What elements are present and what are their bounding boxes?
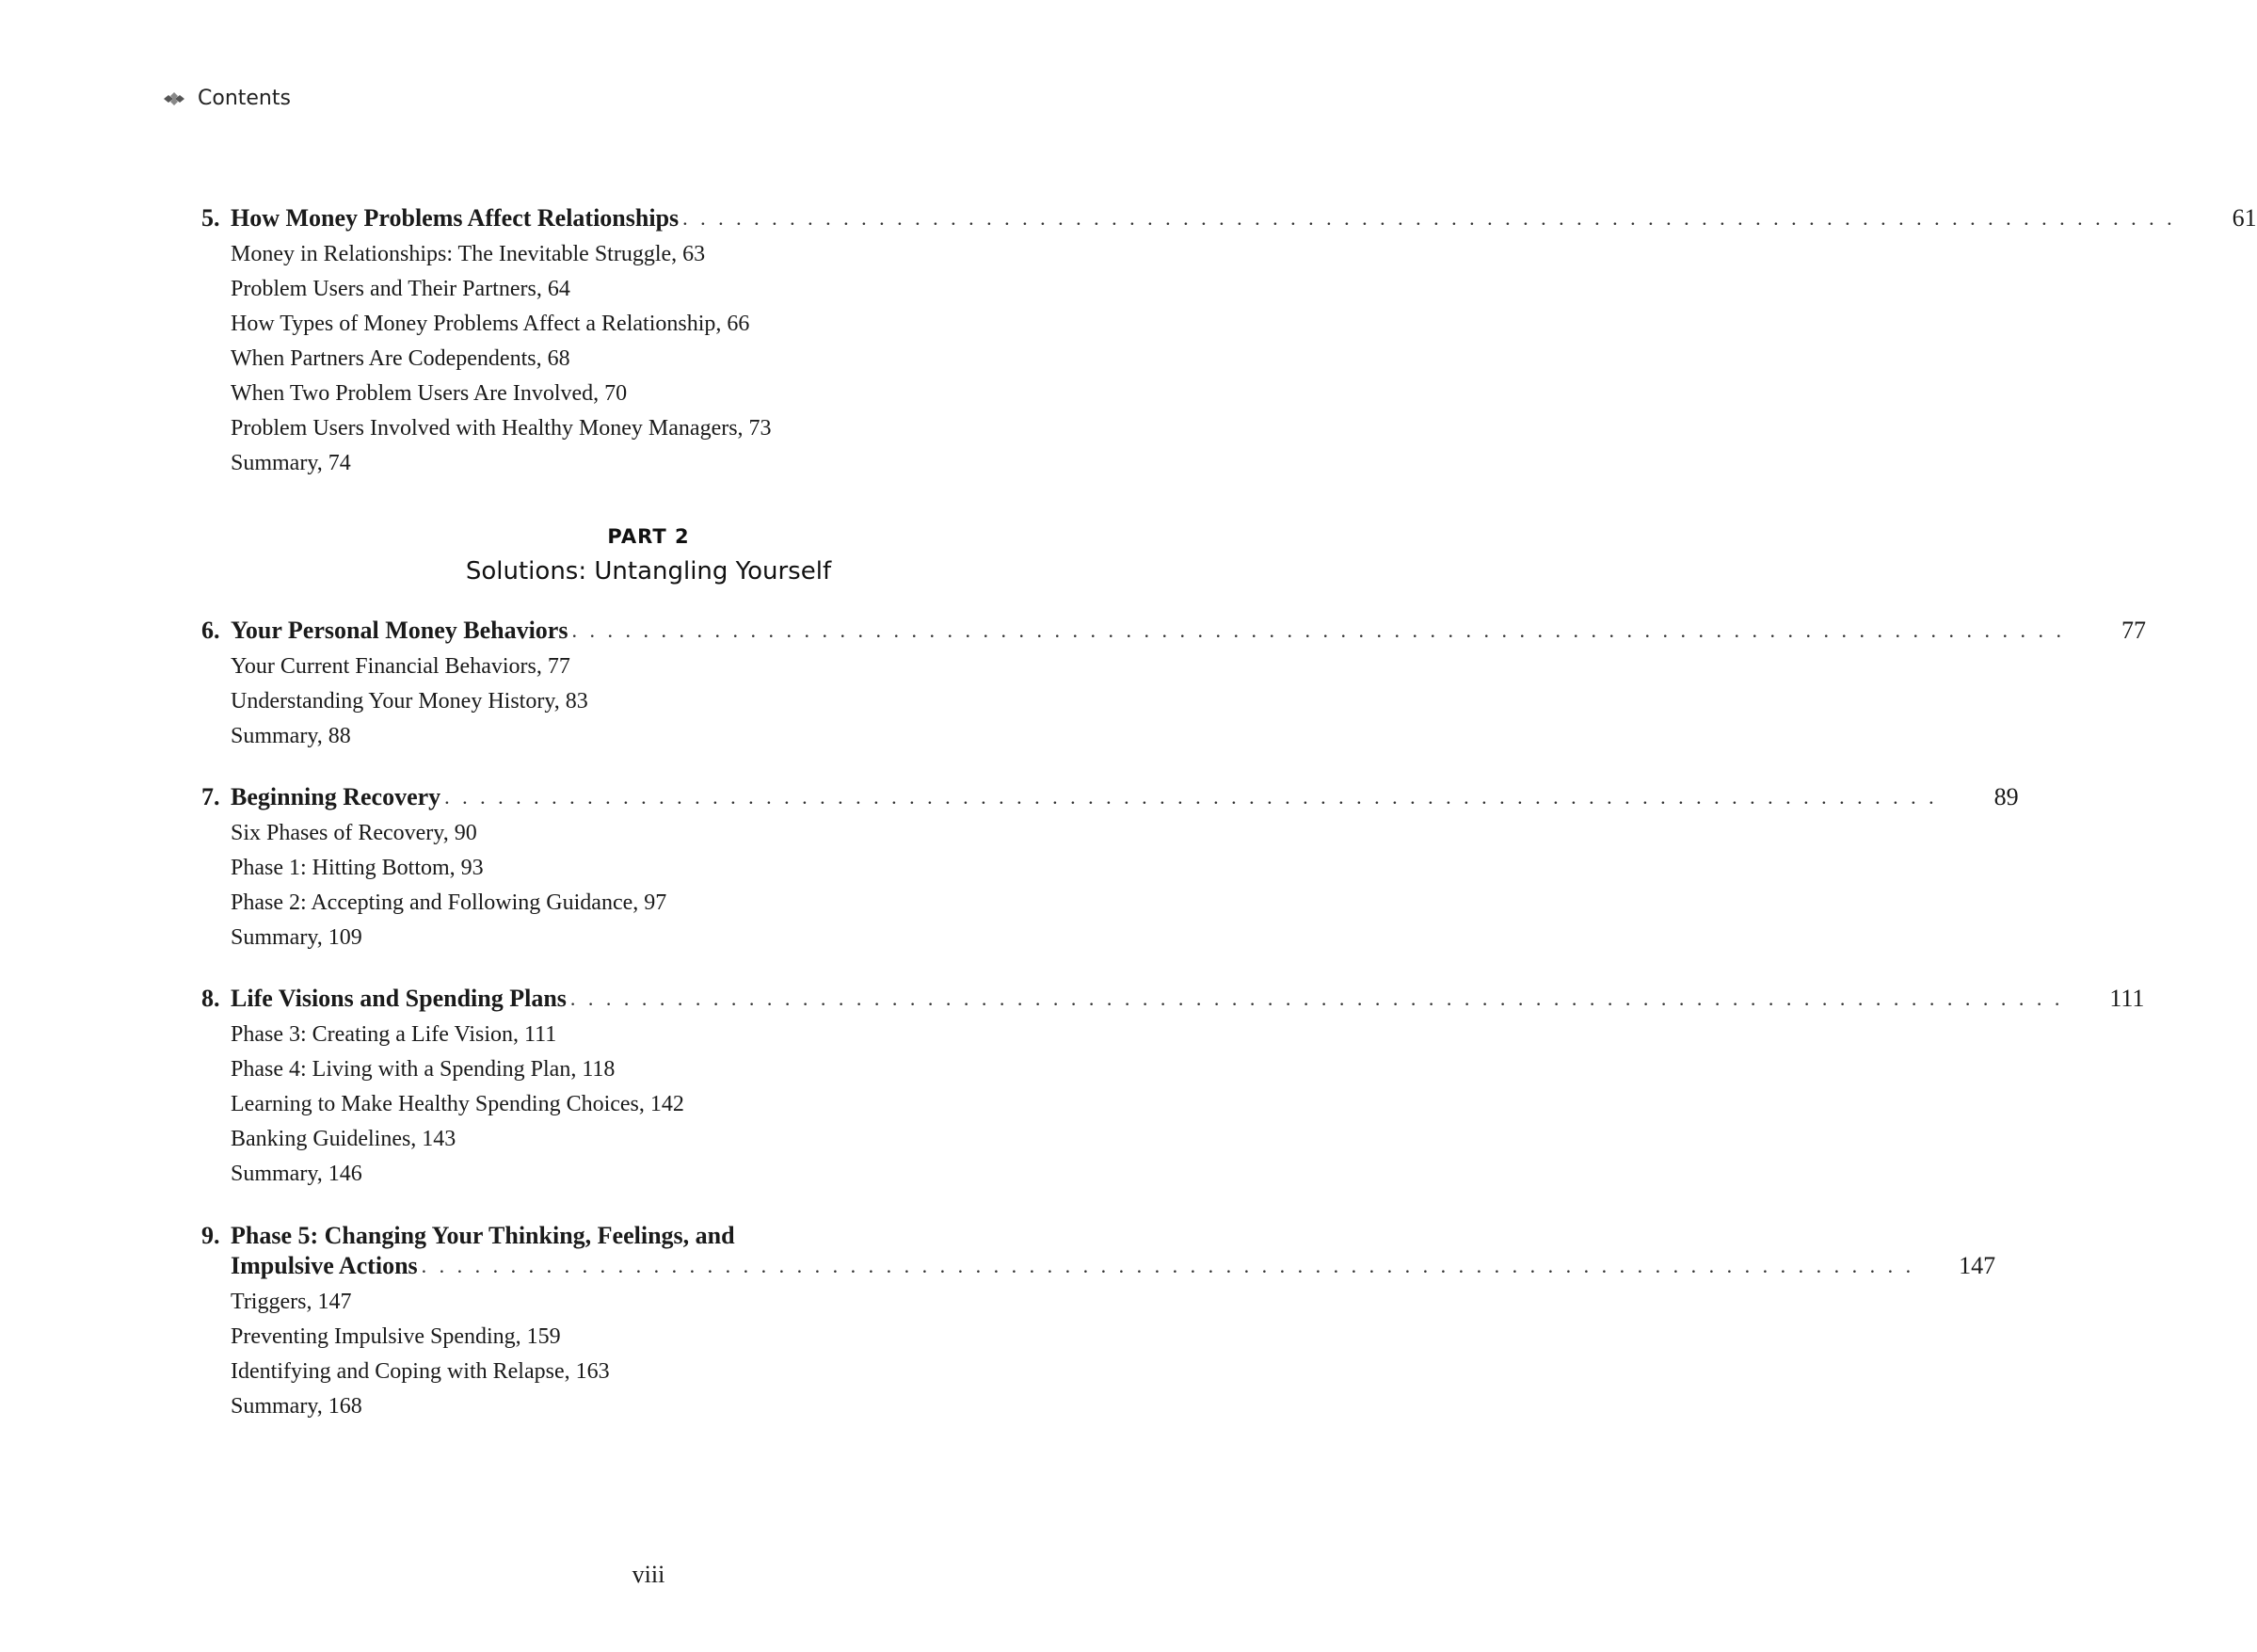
chapter-title: Your Personal Money Behaviors <box>231 617 568 644</box>
chapter-title-line-2: Impulsive Actions <box>231 1252 418 1279</box>
dot-leader: . . . . . . . . . . . . . . . . . . . . . . . . . . . . . . . . . . . . . . . . . . . . . . . . . . . . . . . . . . . . . . . . . . . . . . . . . . . . . . . . . . . . <box>569 986 2064 1010</box>
dot-leader: . . . . . . . . . . . . . . . . . . . . . . . . . . . . . . . . . . . . . . . . . . . . . . . . . . . . . . . . . . . . . . . . . . . . . . . . . . . . . . . . . . . . <box>444 785 1938 809</box>
toc-entry[interactable]: Phase 1: Hitting Bottom, 93 <box>231 856 484 880</box>
chapter-number: 8. <box>201 985 220 1012</box>
chapter-title-block <box>231 1221 1995 1281</box>
toc-entry[interactable]: Banking Guidelines, 143 <box>231 1127 456 1151</box>
part-heading <box>0 525 1297 585</box>
toc-entry[interactable]: Preventing Impulsive Spending, 159 <box>231 1324 561 1349</box>
chapter-number: 9. <box>201 1222 220 1249</box>
toc-entry[interactable]: Problem Users and Their Partners, 64 <box>231 277 570 301</box>
toc-entry[interactable]: Triggers, 147 <box>231 1290 352 1314</box>
toc-entry[interactable]: Understanding Your Money History, 83 <box>231 689 588 714</box>
chapter-page-number: 89 <box>1993 783 2019 810</box>
toc-entry[interactable]: Summary, 168 <box>231 1394 362 1419</box>
dot-leader: . . . . . . . . . . . . . . . . . . . . . . . . . . . . . . . . . . . . . . . . . . . . . . . . . . . . . . . . . . . . . . . . . . . . . . . . . . . . . . . . . . . . <box>421 1254 1915 1277</box>
toc-entry[interactable]: Summary, 109 <box>231 925 362 950</box>
chapter-page-number: 147 <box>1959 1252 1996 1279</box>
chapter-page-number: 77 <box>2121 617 2146 644</box>
toc-entry[interactable]: Phase 4: Living with a Spending Plan, 118 <box>231 1057 616 1082</box>
page-folio: viii <box>632 1561 665 1588</box>
running-head <box>162 87 291 110</box>
toc-entry[interactable]: Phase 3: Creating a Life Vision, 111 <box>231 1022 557 1047</box>
toc-entry[interactable]: Identifying and Coping with Relapse, 163 <box>231 1359 610 1384</box>
ornament-diamonds-icon <box>162 91 186 106</box>
toc-chapter-5[interactable] <box>201 203 2257 481</box>
chapter-heading[interactable] <box>201 203 2257 233</box>
chapter-number: 5. <box>201 204 220 232</box>
toc-entry[interactable]: Summary, 74 <box>231 451 351 475</box>
section-list <box>231 816 1030 955</box>
chapter-number: 6. <box>201 617 220 644</box>
chapter-heading[interactable] <box>201 1221 1996 1281</box>
dot-leader: . . . . . . . . . . . . . . . . . . . . . . . . . . . . . . . . . . . . . . . . . . . . . . . . . . . . . . . . . . . . . . . . . . . . . . . . . . . . . . . . . . . . <box>571 618 2065 642</box>
chapter-title-line-1: Phase 5: Changing Your Thinking, Feelings, and <box>231 1222 735 1249</box>
toc-entry[interactable]: Money in Relationships: The Inevitable Struggle, 63 <box>231 242 706 266</box>
running-head-label: Contents <box>198 87 291 110</box>
chapter-title: Beginning Recovery <box>231 783 441 810</box>
toc-chapter-7[interactable] <box>201 782 2019 955</box>
part-title: Solutions: Untangling Yourself <box>465 557 832 585</box>
toc-entry[interactable]: Summary, 146 <box>231 1162 362 1186</box>
part-label: PART 2 <box>607 525 690 548</box>
toc-entry[interactable]: Problem Users Involved with Healthy Money Managers, 73 <box>231 416 772 441</box>
chapter-heading[interactable] <box>201 782 2019 812</box>
chapter-heading[interactable] <box>201 616 2146 646</box>
chapter-page-number: 111 <box>2109 985 2145 1012</box>
toc-entry[interactable]: When Partners Are Codependents, 68 <box>231 346 570 371</box>
toc-entry[interactable]: Learning to Make Healthy Spending Choices, 142 <box>231 1092 684 1116</box>
section-list <box>231 650 1030 754</box>
chapter-title: How Money Problems Affect Relationships <box>231 204 680 232</box>
chapter-title: Life Visions and Spending Plans <box>231 985 567 1012</box>
toc-entry[interactable]: Your Current Financial Behaviors, 77 <box>231 654 570 679</box>
chapter-title-line-2-row <box>231 1251 1995 1281</box>
section-list <box>231 1285 1030 1424</box>
toc-entry[interactable]: Six Phases of Recovery, 90 <box>231 821 477 845</box>
section-list <box>231 237 1030 481</box>
toc-entry[interactable]: Phase 2: Accepting and Following Guidance, 97 <box>231 890 667 915</box>
chapter-heading[interactable] <box>201 984 2145 1014</box>
dot-leader: . . . . . . . . . . . . . . . . . . . . . . . . . . . . . . . . . . . . . . . . . . . . . . . . . . . . . . . . . . . . . . . . . . . . . . . . . . . . . . . . . . . . <box>682 206 2176 230</box>
chapter-number: 7. <box>201 783 220 810</box>
toc-entry[interactable]: How Types of Money Problems Affect a Relationship, 66 <box>231 312 750 336</box>
chapter-page-number: 61 <box>2232 204 2257 232</box>
toc-chapter-8[interactable] <box>201 984 2145 1192</box>
toc-entry[interactable]: Summary, 88 <box>231 724 351 748</box>
section-list <box>231 1018 1030 1192</box>
toc-chapter-6[interactable] <box>201 616 2146 754</box>
toc-entry[interactable]: When Two Problem Users Are Involved, 70 <box>231 381 628 406</box>
toc-chapter-9[interactable] <box>201 1221 1996 1424</box>
